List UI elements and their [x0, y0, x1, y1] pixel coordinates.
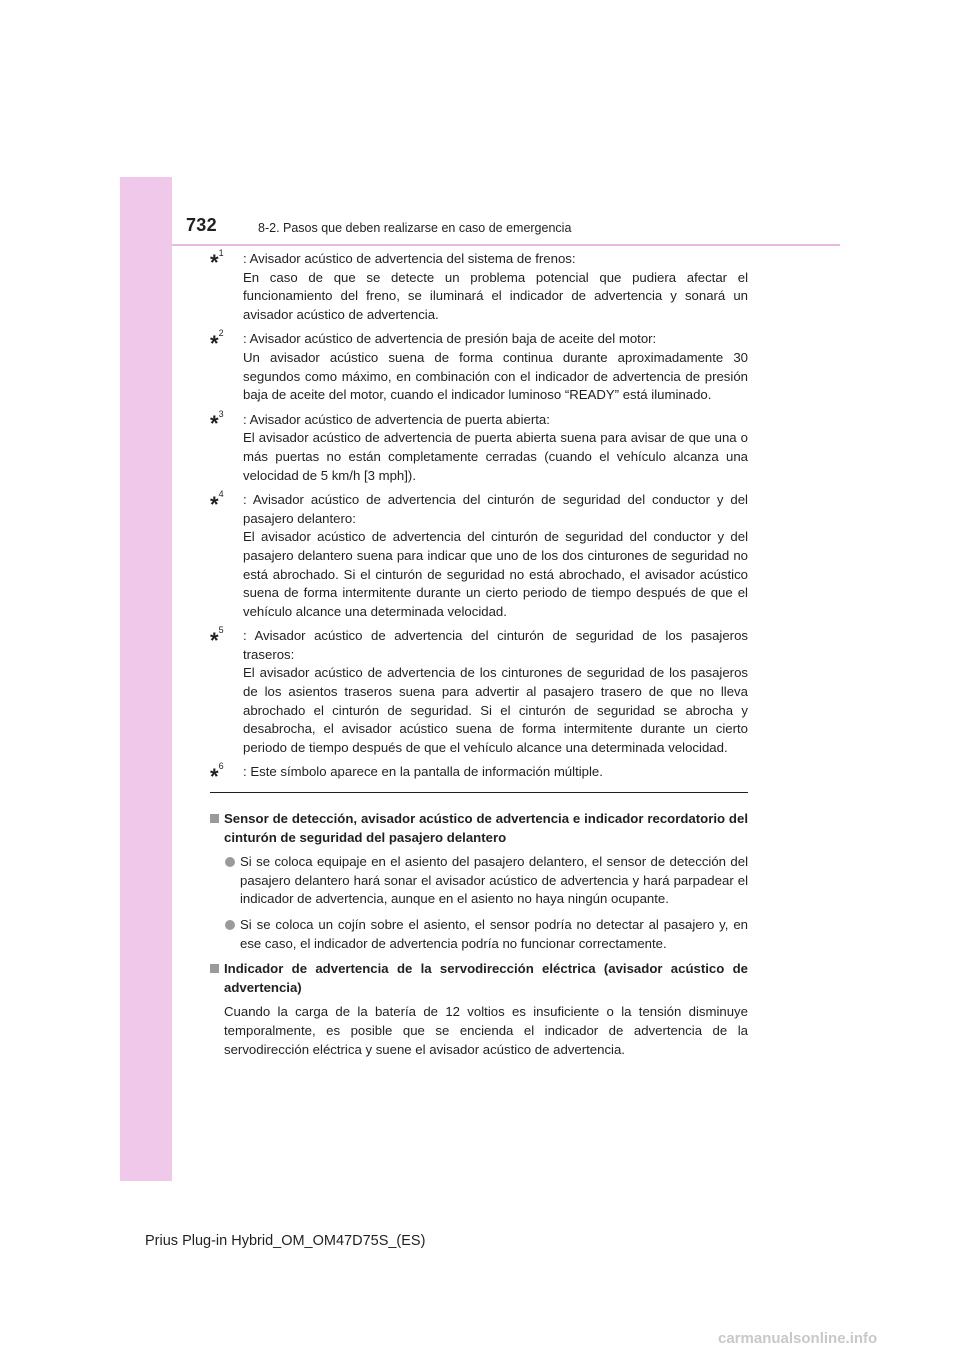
footnote-3 — [210, 408, 748, 485]
document-footer: Prius Plug-in Hybrid_OM_OM47D75S_(ES) — [145, 1233, 426, 1249]
footnote-marker: *$^1$ — [210, 248, 224, 276]
footnote-marker: *$^3$ — [210, 408, 224, 437]
footnote-text: El avisador acústico de advertencia de los cinturones de seguridad de los pasajeros de los asientos traseros suena para advertir al pasajero trasero de que no lleva abrochado el cinturón de seguridad. Si el cinturón de seguridad se abrocha y desabrocha, el avisador acústico suena de forma intermitente durante un cierto periodo de tiempo después de que el vehículo alcance una determinada velocidad. — [243, 665, 748, 755]
footnote-text: En caso de que se detecte un problema potencial que pudiera afectar el funcionamiento del freno, se iluminará el indicador de advertencia y sonará un avisador acústico de advertencia. — [243, 269, 748, 322]
footnote-1 — [210, 250, 748, 324]
square-bullet-icon — [210, 814, 219, 823]
page-number: 732 — [186, 215, 217, 235]
list-item — [224, 853, 748, 909]
footnote-6 — [210, 761, 748, 789]
list-item-text: Si se coloca equipaje en el asiento del pasajero delantero, el sensor de detección del pasajero delantero hará sonar el avisador acústico de advertencia y hará parpadear el indicador de advertencia, aunque en el asiento no haya ningún ocupante. — [240, 854, 748, 907]
square-bullet-icon — [210, 964, 219, 973]
section-divider — [210, 792, 748, 793]
round-bullet-icon — [225, 920, 235, 930]
footnote-2 — [210, 330, 748, 404]
footnote-text: El avisador acústico de advertencia de puerta abierta suena para avisar de que una o más puertas no están completamente cerradas (cuando el vehículo alcanza una velocidad de 5 km/h [3 mph]). — [243, 430, 748, 483]
footnote-marker: *$^4$ — [210, 489, 224, 517]
footnote-title: : Avisador acústico de advertencia de presión baja de aceite del motor: — [243, 331, 657, 347]
header-rule — [172, 244, 840, 246]
section-heading: Sensor de detección, avisador acústico de advertencia e indicador recordatorio del cinturón de seguridad del pasajero delantero — [224, 811, 748, 845]
footnote-4 — [210, 491, 748, 621]
list-item-text: Si se coloca un cojín sobre el asiento, el sensor podría no detectar al pasajero y, en ese caso, el indicador de advertencia podría no funcionar correctamente. — [240, 917, 748, 951]
footnote-title: : Este símbolo aparece en la pantalla de información múltiple. — [243, 764, 603, 780]
footnote-text: El avisador acústico de advertencia del cinturón de seguridad del conductor y del pasajero delantero suena para indicar que uno de los dos cinturones de seguridad no está abrochado. Si el cinturón de seguridad no está abrochado, el avisador acústico suena de forma intermitente durante un cierto periodo de tiempo después de que el vehículo alcance una determinada velocidad. — [243, 529, 748, 619]
section-power-steering — [210, 960, 748, 1059]
page-content — [210, 250, 748, 1059]
section-paragraph: Cuando la carga de la batería de 12 voltios es insuficiente o la tensión disminuye temporalmente, es posible que se encienda el indicador de advertencia de la servodirección eléctrica y suene el avisador acústico de advertencia. — [224, 1004, 748, 1057]
footnote-marker: *$^6$ — [210, 761, 224, 789]
section-heading: Indicador de advertencia de la servodirección eléctrica (avisador acústico de advertencia) — [224, 961, 748, 995]
footnote-title: : Avisador acústico de advertencia del cinturón de seguridad del conductor y del pasajero delantero: — [243, 492, 748, 526]
footnote-title: : Avisador acústico de advertencia de puerta abierta: — [243, 411, 550, 427]
round-bullet-icon — [225, 857, 235, 867]
footnote-title: : Avisador acústico de advertencia del cinturón de seguridad de los pasajeros traseros: — [243, 628, 748, 662]
footnote-text: Un avisador acústico suena de forma continua durante aproximadamente 30 segundos como máximo, en combinación con el indicador de advertencia de presión baja de aceite del motor, cuando el indicador luminoso “READY” está iluminado. — [243, 349, 748, 403]
sidebar-tab — [120, 177, 172, 1181]
section-title: 8-2. Pasos que deben realizarse en caso de emergencia — [258, 221, 572, 235]
list-item — [224, 916, 748, 953]
footnote-marker: *$^2$ — [210, 328, 224, 356]
section-seatbelt-sensor — [210, 810, 748, 953]
footnote-title: : Avisador acústico de advertencia del sistema de frenos: — [243, 251, 576, 266]
footnote-marker: *$^5$ — [210, 625, 224, 653]
footnote-5 — [210, 627, 748, 757]
watermark-link[interactable]: carmanualsonline.info — [718, 1330, 878, 1347]
